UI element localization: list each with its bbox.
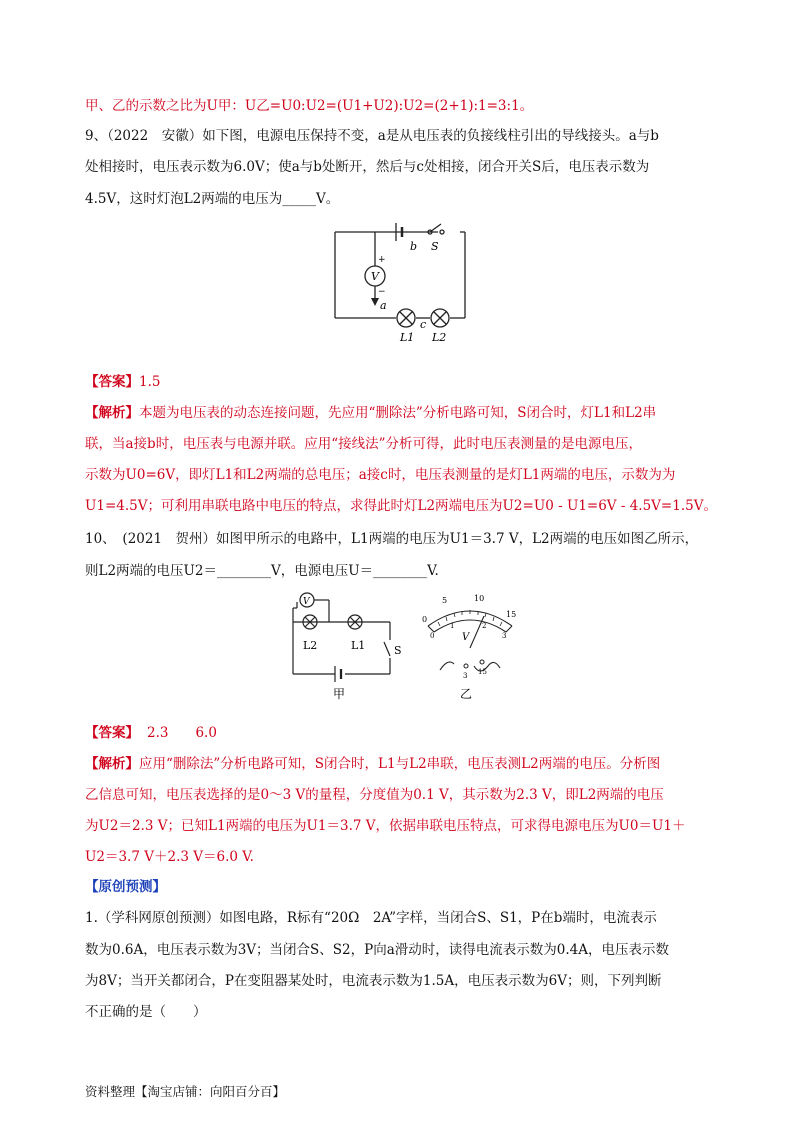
explanation-9-line-4: U1=4.5V；可利用串联电路中电压的特点，求得此时灯L2两端电压为U2=U0 - U1=6V - 4.5V=1.5V。	[85, 498, 717, 514]
prediction-1-line-3: 为8V；当开关都闭合，P在变阻器某处时，电流表示数为1.5A，电压表示数为6V；则，下列判断	[85, 973, 662, 989]
explanation-9-line-1	[85, 403, 656, 423]
answer-value: 1.5	[139, 374, 161, 390]
explanation-text: 本题为电压表的动态连接问题，先应用“删除法”分析电路可知，S闭合时，灯L1和L2串	[139, 405, 657, 421]
voltmeter-label: V	[371, 270, 379, 283]
tick-5: 5	[442, 596, 448, 605]
answer-tag: 【答案】	[85, 374, 139, 390]
terminal-b-label: b	[410, 240, 418, 253]
answer-10	[85, 723, 217, 743]
prediction-1-line-1: 1.（学科网原创预测）如图电路，R标有“20Ω 2A”字样，当闭合S、S1，P在b端时，电流表示	[85, 910, 657, 926]
terminal-3: 3	[463, 672, 468, 680]
explanation-9-line-2: 联，当a接b时，电压表与电源并联。应用“接线法”分析可得，此时电压表测量的是电源电压，	[85, 436, 642, 452]
tick-3: 3	[502, 632, 507, 640]
voltmeter-label: V	[303, 597, 310, 607]
question-9-line-3: 4.5V，这时灯泡L2两端的电压为_____V。	[85, 191, 340, 207]
tick-15: 15	[506, 610, 517, 619]
answer-continuation: 甲、乙的示数之比为U甲：U乙=U0:U2=(U1+U2):U2=(2+1):1=3:1。	[85, 98, 534, 114]
answer-value: 2.3 6.0	[147, 725, 217, 741]
question-9-line-1: 9、（2022 安徽）如下图，电源电压保持不变，a是从电压表的负接线柱引出的导线接头。a与b	[85, 128, 659, 144]
lamp-l1-label: L1	[351, 639, 366, 652]
explanation-10-line-1	[85, 754, 660, 774]
explanation-10-line-4: U2＝3.7 V＋2.3 V＝6.0 V.	[85, 849, 254, 865]
question-9-line-2: 处相接时，电压表示数为6.0V；使a与b处断开，然后与c处相接，闭合开关S后，电压表示数为	[85, 159, 650, 175]
explanation-10-line-2: 乙信息可知，电压表选择的是0～3 V的量程，分度值为0.1 V，其示数为2.3 V，即L2两端的电压	[85, 787, 664, 803]
terminal-a-label: a	[380, 299, 387, 312]
explanation-9-line-3: 示数为U0=6V，即灯L1和L2两端的总电压；a接c时，电压表测量的是灯L1两端的电压，示数为为	[85, 467, 676, 483]
terminal-15: 15	[478, 668, 487, 676]
tick-2: 2	[482, 622, 487, 630]
minus-sign: −	[378, 287, 386, 297]
answer-9	[85, 372, 160, 392]
terminal-c-label: c	[420, 318, 427, 331]
question-10-line-1: 10、 (2021 贺州）如图甲所示的电路中，L1两端的电压为U1＝3.7 V，L2两端的电压如图乙所示，	[85, 531, 699, 547]
tick-1: 1	[450, 622, 455, 630]
lamp-l2-label: L2	[303, 639, 318, 652]
footer-credit: 资料整理【淘宝店铺：向阳百分百】	[85, 1084, 286, 1099]
lamp-l2-label: L2	[432, 331, 447, 344]
explanation-tag: 【解析】	[85, 405, 139, 421]
lamp-l1-label: L1	[400, 331, 415, 344]
section-heading: 【原创预测】	[85, 879, 166, 895]
explanation-tag: 【解析】	[85, 756, 139, 772]
figure-caption-yi: 乙	[460, 687, 473, 701]
prediction-1-line-4: 不正确的是（ ）	[85, 1004, 207, 1020]
plus-sign: +	[378, 255, 386, 265]
circuit-diagram-jia	[285, 586, 405, 704]
tick-0-inner: 0	[430, 632, 435, 640]
switch-label: S	[431, 240, 439, 253]
tick-0: 0	[422, 615, 428, 624]
circuit-diagram-q9	[330, 218, 470, 346]
prediction-1-line-2: 数为0.6A，电压表示数为3V；当闭合S、S2，P向a滑动时，读得电流表示数为0.4A，电压表示数	[85, 942, 669, 958]
explanation-10-line-3: 为U2＝2.3 V；已知L1两端的电压为U1＝3.7 V，依据串联电压特点，可求得电源电压为U0＝U1＋	[85, 818, 686, 834]
voltmeter-dial-yi	[418, 588, 522, 704]
figure-caption-jia: 甲	[333, 687, 346, 701]
question-10-line-2: 则L2两端的电压U2＝________V，电源电压U＝________V.	[85, 563, 439, 579]
explanation-text: 应用“删除法”分析电路可知，S闭合时，L1与L2串联，电压表测L2两端的电压。分析图	[139, 756, 661, 772]
answer-tag: 【答案】	[85, 725, 139, 741]
voltmeter-label: V	[462, 632, 470, 643]
switch-label: S	[394, 644, 402, 657]
tick-10: 10	[474, 594, 485, 603]
